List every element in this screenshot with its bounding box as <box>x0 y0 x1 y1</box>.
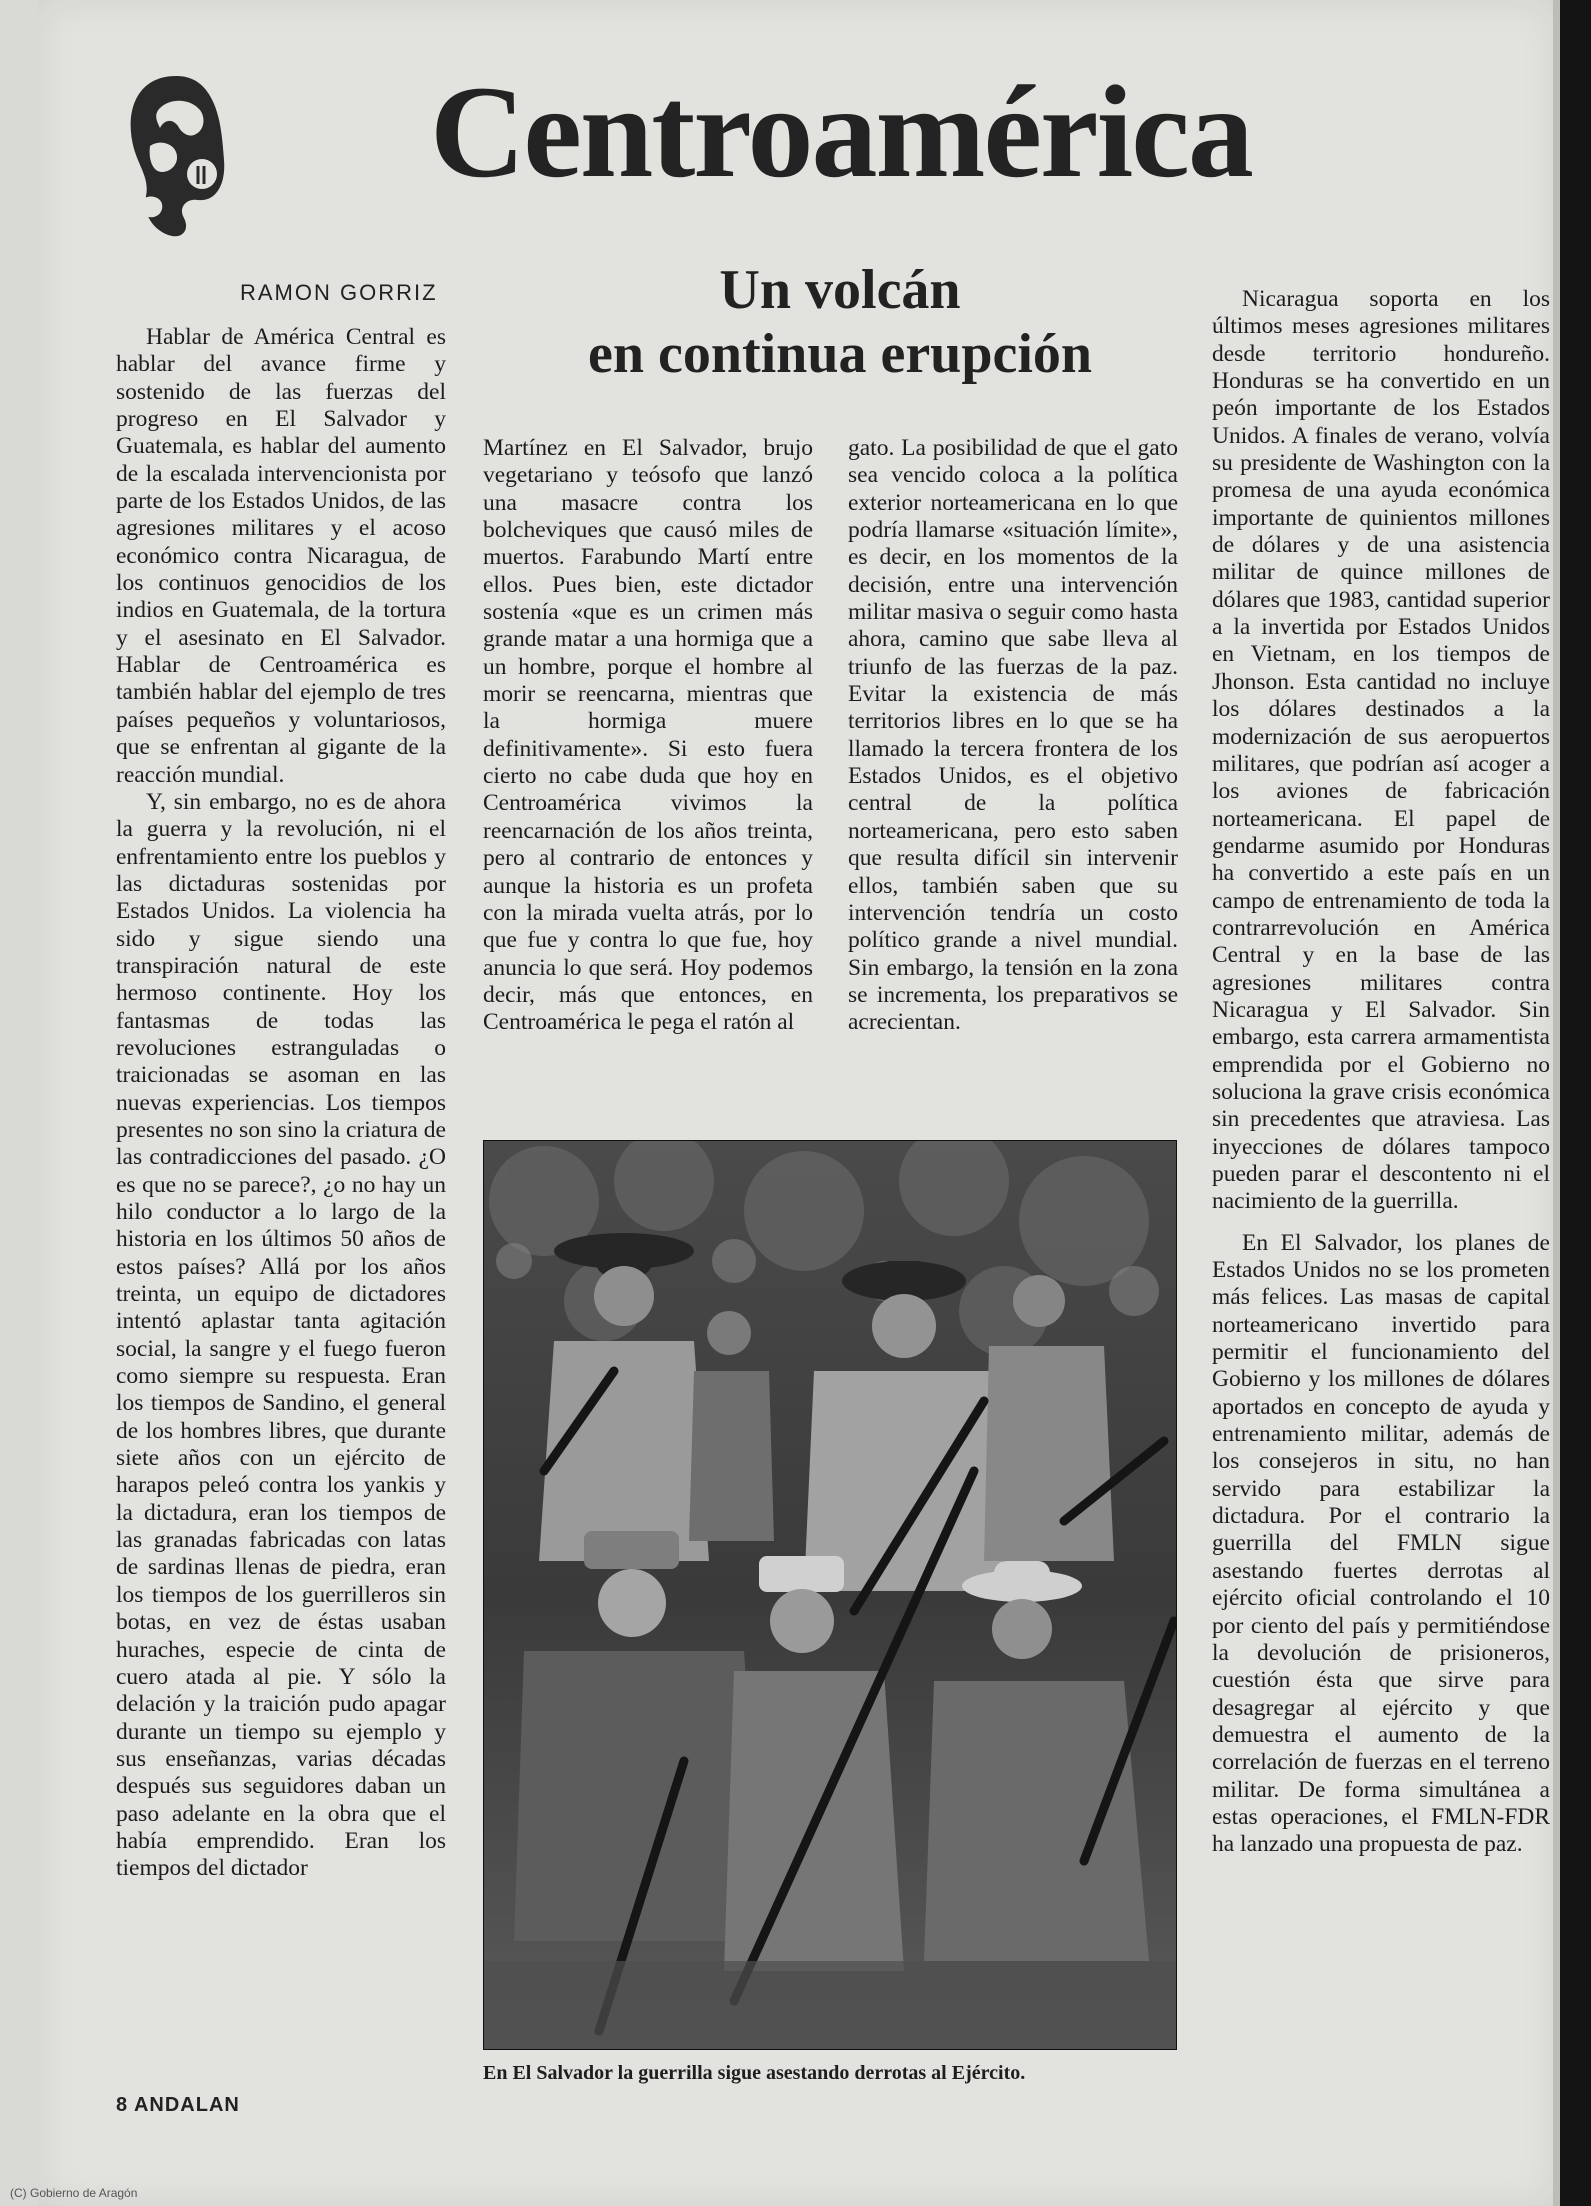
column-3 <box>848 435 1178 1037</box>
column-1-paragraph-2: Y, sin embargo, no es de ahora la guerra y la revolución, ni el enfrentamiento entre los pueblos y las dictaduras sostenidas por Estados Unidos. La violencia ha sido y sigue siendo una transpiración natural de este hermoso continente. Hoy los fantasmas de todas las revoluciones estranguladas o traicionadas se asoman en las nuevas experiencias. Los tiempos presentes no son sino la criatura de las contradicciones del pasado. ¿O es que no se parece?, ¿o no hay un hilo conductor a lo largo de la historia en los últimos 50 años de estos países? Allá por los años treinta, un equipo de dictadores intentó aplastar tanta agitación social, la sangre y el fuego fueron como siempre su respuesta. Eran los tiempos de Sandino, el general de los hombres libres, que durante siete años con un ejército de harapos peleó contra los yankis y la dictadura, eran los tiempos de las granadas fabricadas con latas de sardinas llenas de piedra, eran los tiempos de los guerrilleros sin botas, en vez de éstas usaban huraches, especie de cinta de cuero atada al pie. Y sólo la delación y la traición pudo apagar durante un tiempo su ejemplo y sus enseñanzas, varias décadas después sus seguidores daban un paso adelante en la obra que el había emprendido. Eran los tiempos del dictador <box>116 788 446 1882</box>
column-1-paragraph-1: Hablar de América Central es hablar del avance firme y sostenido de las fuerzas del progreso en El Salvador y Guatemala, es hablar del aumento de la escalada intervencionista por parte de los Estados Unidos, de las agresiones militares y el acoso económico contra Nicaragua, de los continuos genocidios de los indios en Guatemala, de la tortura y el asesinato en El Salvador. Hablar de Centroamérica es también hablar del ejemplo de tres países pequeños y voluntariosos, que se enfrentan al gigante de la reacción mundial. <box>116 324 446 788</box>
scan-border <box>1560 0 1591 2206</box>
column-2-paragraph-1: Martínez en El Salvador, brujo vegetariano y teósofo que lanzó una masacre contra los bolcheviques que causó miles de muertos. Farabundo Martí entre ellos. Pues bien, este dictador sostenía «que es un crimen más grande matar a una hormiga que a un hombre, porque el hombre al morir se reencarna, mientras que la hormiga muere definitivamente». Si esto fuera cierto no cabe duda que hoy en Centroamérica vivimos la reencarnación de los años treinta, pero al contrario de entonces y aunque la historia es un profeta con la mirada vuelta atrás, por lo que fue y contra lo que fue, hoy anuncia lo que será. Hoy podemos decir, más que entonces, en Centroamérica le pega el ratón al <box>483 435 813 1036</box>
page-folio <box>116 2094 240 2117</box>
masthead: Centroamérica <box>430 58 1252 205</box>
photo-illustration <box>484 1141 1176 2049</box>
magazine-name: ANDALAN <box>133 2094 240 2116</box>
magazine-logo <box>120 68 232 243</box>
author-byline: RAMON GORRIZ <box>240 280 438 305</box>
headline-line-2: en continua erupción <box>587 323 1093 385</box>
photo-caption: En El Salvador la guerrilla sigue asestando derrotas al Ejército. <box>483 2062 1026 2084</box>
column-4-paragraph-2: En El Salvador, los planes de Estados Unidos no se los prometen más felices. Las masas de capital norteamericano invertido para permitir el funcionamiento del Gobierno y los millones de dólares aportados en concepto de ayuda y entrenamiento militar, además de los consejeros in situ, no han servido para estabilizar la dictadura. Por el contrario la guerrilla del FMLN sigue asestando fuertes derrotas al ejército oficial controlando el 10 por ciento del país y permitiéndose la devolución de prisioneros, cuestión ésta que sirve para desagregar al ejército y que demuestra el aumento de la correlación de fuerzas en el terreno militar. De forma simultánea a estas operaciones, el FMLN-FDR ha lanzado una propuesta de paz. <box>1212 1229 1550 1858</box>
column-4 <box>1212 286 1550 1859</box>
column-3-paragraph-1: gato. La posibilidad de que el gato sea vencido coloca a la política exterior norteamericana en lo que podría llamarse «situación límite», es decir, en los momentos de la decisión, entre una intervención militar masiva o seguir como hasta ahora, camino que sabe lleva al triunfo de las fuerzas de la paz. Evitar la existencia de más territorios libres en lo que se ha llamado la tercera frontera de los Estados Unidos, es el objetivo central de la política norteamericana, pero esto saben que resulta difícil sin intervenir ellos, también saben que su intervención tendría un costo político grande a nivel mundial. Sin embargo, la tensión en la zona se incrementa, los preparativos se acrecientan. <box>848 435 1178 1036</box>
headline-line-1: Un volcán <box>719 259 961 321</box>
column-4-paragraph-1: Nicaragua soporta en los últimos meses agresiones militares desde territorio hondureño. Honduras se ha convertido en un peón importante de los Estados Unidos. A finales de verano, volvía su presidente de Washington con la promesa de una ayuda económica importante de quinientos millones de dólares y de una asistencia militar de quince millones de dólares que 1983, cantidad superior a la invertida por Estados Unidos en Vietnam, en los tiempos de Jhonson. Esta cantidad no incluye los dólares destinados a la modernización de sus aeropuertos militares, que podrían así acoger a los aviones de fabricación norteamericana. El papel de gendarme asumido por Honduras ha convertido a este país en un campo de entrenamiento de toda la contrarrevolución en América Central y en la base de las agresiones militares contra Nicaragua y El Salvador. Sin embargo, esta carrera armamentista emprendida por el Gobierno no soluciona la grave crisis económica sin precedentes que atraviesa. Las inyecciones de dólares tampoco pueden parar el descontento ni el nacimiento de la guerrilla. <box>1212 286 1550 1215</box>
guerrilla-photograph <box>483 1140 1177 2050</box>
page-number: 8 <box>116 2094 129 2116</box>
article-headline <box>480 258 1200 386</box>
copyright-credit: (C) Gobierno de Aragón <box>10 2186 138 2200</box>
column-1 <box>116 324 446 1883</box>
column-2 <box>483 435 813 1037</box>
